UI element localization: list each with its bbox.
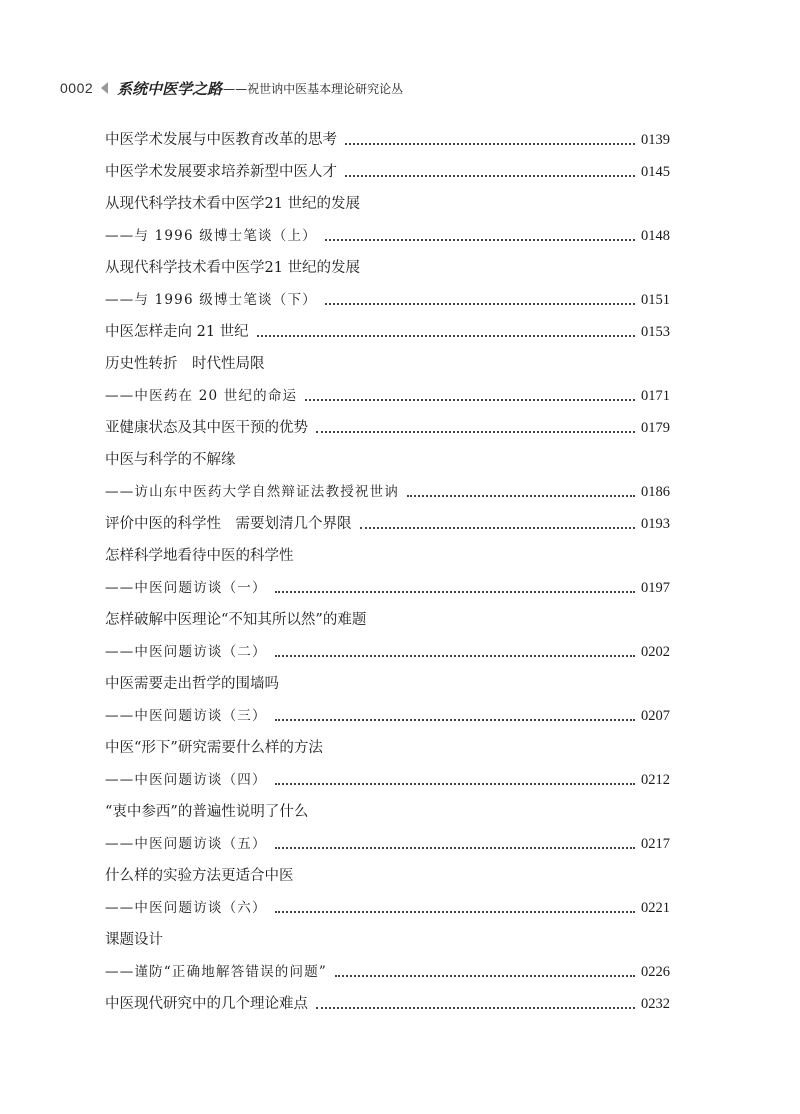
- toc-entry-title: ——访山东中医药大学自然辩证法教授祝世讷: [105, 484, 399, 500]
- toc-entry-title: 怎样破解中医理论“不知其所以然”的难题: [105, 612, 367, 628]
- dot-leader: [305, 399, 635, 401]
- toc-entry-title: 中医“形下”研究需要什么样的方法: [105, 740, 323, 756]
- toc-entry-page: 0217: [641, 836, 670, 852]
- toc-entry-title: ——与 1996 级博士笔谈（上）: [105, 228, 317, 244]
- toc-entry-page: 0193: [641, 516, 670, 532]
- toc-entry-title: ——与 1996 级博士笔谈（下）: [105, 292, 317, 308]
- toc-entry-title: ——中医问题访谈（五）: [105, 836, 267, 852]
- toc-entry[interactable]: [105, 156, 670, 188]
- running-header: [60, 76, 403, 100]
- toc-entry[interactable]: [105, 636, 670, 668]
- dot-leader: [345, 175, 635, 177]
- toc-entry[interactable]: [105, 572, 670, 604]
- toc-entry-page: 0171: [641, 388, 670, 404]
- dot-leader: [275, 591, 635, 593]
- toc-entry-title: ——中医问题访谈（二）: [105, 644, 267, 660]
- toc-entry-title: ——中医问题访谈（三）: [105, 708, 267, 724]
- dot-leader: [360, 527, 636, 529]
- toc-entry-title: 亚健康状态及其中医干预的优势: [105, 420, 308, 436]
- toc-entry-title: ——中医药在 20 世纪的命运: [105, 388, 298, 404]
- dot-leader: [275, 783, 635, 785]
- dot-leader: [335, 975, 635, 977]
- toc-entry-title: 评价中医的科学性 需要划清几个界限: [105, 516, 352, 532]
- toc-entry[interactable]: [105, 828, 670, 860]
- toc-entry[interactable]: [105, 412, 670, 444]
- dot-leader: [407, 495, 635, 497]
- toc-entry[interactable]: [105, 508, 670, 540]
- dot-leader: [275, 655, 635, 657]
- toc-entry[interactable]: [105, 220, 670, 252]
- toc-entry-title: 什么样的实验方法更适合中医: [105, 868, 294, 884]
- toc-entry-page: 0207: [641, 708, 670, 724]
- toc-entry[interactable]: [105, 604, 670, 636]
- toc-entry-page: 0151: [641, 292, 670, 308]
- left-triangle-icon: [101, 82, 108, 94]
- toc-entry[interactable]: [105, 700, 670, 732]
- toc-entry[interactable]: [105, 668, 670, 700]
- toc-entry[interactable]: [105, 476, 670, 508]
- toc-entry-title: 怎样科学地看待中医的科学性: [105, 548, 294, 564]
- toc-entry-page: 0179: [641, 420, 670, 436]
- toc-entry-title: 中医学术发展要求培养新型中医人才: [105, 164, 337, 180]
- toc-entry-page: 0232: [641, 996, 670, 1012]
- toc-entry-title: 中医需要走出哲学的围墙吗: [105, 676, 279, 692]
- toc-entry-title: 从现代科学技术看中医学21 世纪的发展: [105, 260, 361, 276]
- dot-leader: [345, 143, 635, 145]
- toc-entry[interactable]: [105, 988, 670, 1020]
- book-subtitle: ——祝世讷中医基本理论研究论丛: [223, 81, 404, 96]
- toc-entry-page: 0202: [641, 644, 670, 660]
- toc-entry[interactable]: [105, 860, 670, 892]
- dot-leader: [275, 911, 635, 913]
- table-of-contents: [105, 124, 670, 1020]
- toc-entry-title: ——中医问题访谈（六）: [105, 900, 267, 916]
- dot-leader: [316, 1007, 635, 1009]
- toc-entry[interactable]: [105, 444, 670, 476]
- toc-entry-page: 0148: [641, 228, 670, 244]
- dot-leader: [325, 239, 635, 241]
- toc-entry[interactable]: [105, 924, 670, 956]
- dot-leader: [275, 719, 635, 721]
- toc-entry-page: 0197: [641, 580, 670, 596]
- toc-entry[interactable]: [105, 188, 670, 220]
- toc-entry[interactable]: [105, 284, 670, 316]
- toc-entry[interactable]: [105, 380, 670, 412]
- dot-leader: [275, 847, 635, 849]
- toc-entry[interactable]: [105, 764, 670, 796]
- toc-entry-page: 0221: [641, 900, 670, 916]
- page-number: 0002: [60, 80, 94, 96]
- dot-leader: [257, 335, 635, 337]
- toc-entry-title: 中医与科学的不解缘: [105, 452, 236, 468]
- toc-entry-title: 中医怎样走向 21 世纪: [105, 324, 249, 340]
- toc-entry[interactable]: [105, 124, 670, 156]
- toc-entry[interactable]: [105, 956, 670, 988]
- toc-entry[interactable]: [105, 348, 670, 380]
- toc-entry-page: 0226: [641, 964, 670, 980]
- toc-entry-title: 中医现代研究中的几个理论难点: [105, 996, 308, 1012]
- dot-leader: [325, 303, 635, 305]
- toc-entry-title: 从现代科学技术看中医学21 世纪的发展: [105, 196, 361, 212]
- toc-entry[interactable]: [105, 796, 670, 828]
- dot-leader: [316, 431, 635, 433]
- toc-entry[interactable]: [105, 892, 670, 924]
- toc-entry-title: ——谨防“正确地解答错误的问题”: [105, 964, 328, 980]
- toc-entry-page: 0186: [641, 484, 670, 500]
- toc-entry-title: 中医学术发展与中医教育改革的思考: [105, 132, 337, 148]
- toc-entry[interactable]: [105, 252, 670, 284]
- toc-entry[interactable]: [105, 316, 670, 348]
- toc-entry-page: 0212: [641, 772, 670, 788]
- toc-entry-page: 0139: [641, 132, 670, 148]
- toc-entry-title: ——中医问题访谈（四）: [105, 772, 267, 788]
- toc-entry[interactable]: [105, 540, 670, 572]
- toc-entry[interactable]: [105, 732, 670, 764]
- toc-entry-title: 历史性转折 时代性局限: [105, 356, 265, 372]
- toc-entry-page: 0153: [641, 324, 670, 340]
- toc-entry-title: 课题设计: [105, 932, 163, 948]
- toc-entry-title: “衷中参西”的普遍性说明了什么: [105, 804, 309, 820]
- book-title: 系统中医学之路: [117, 79, 223, 98]
- toc-entry-title: ——中医问题访谈（一）: [105, 580, 267, 596]
- toc-entry-page: 0145: [641, 164, 670, 180]
